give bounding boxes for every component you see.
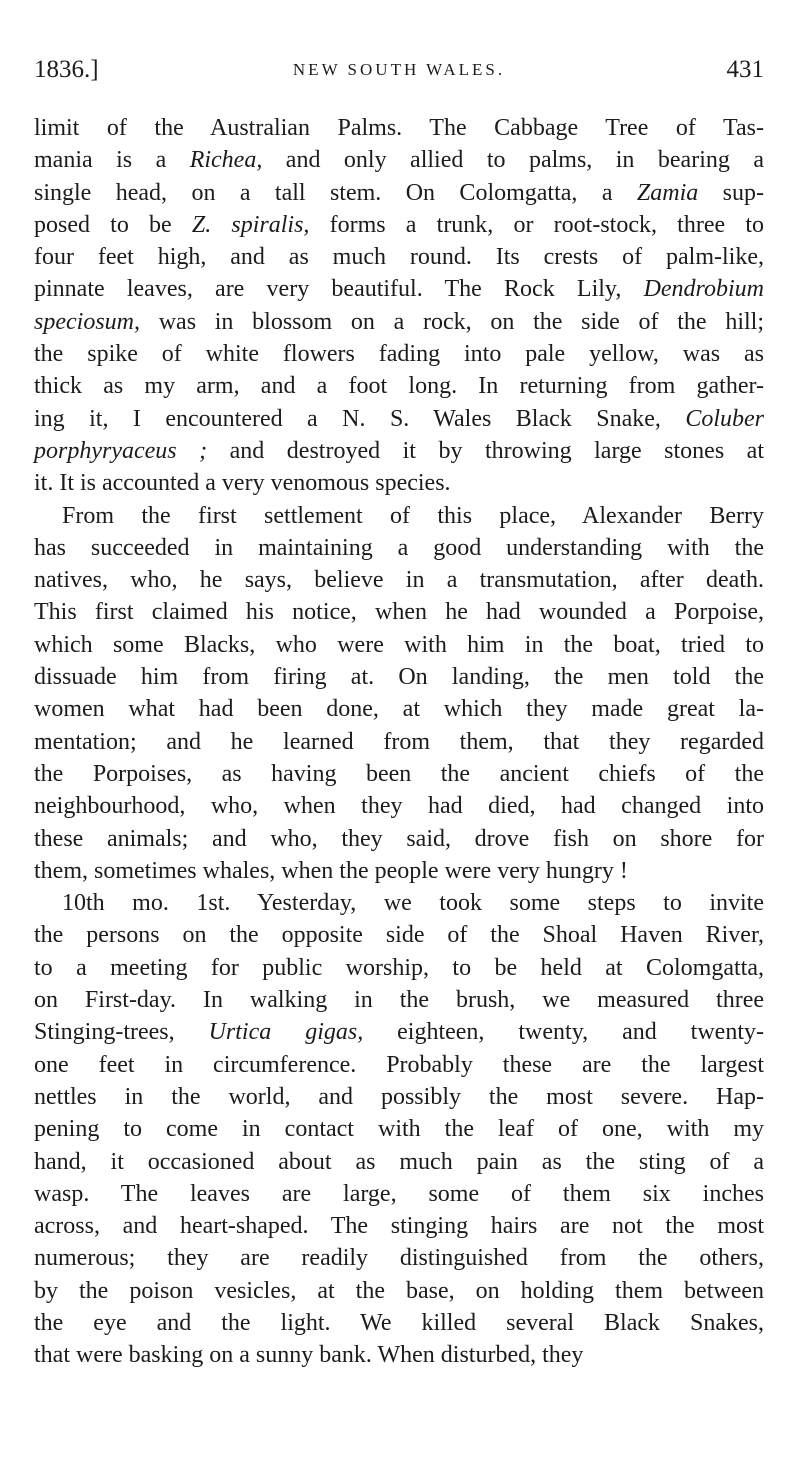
text-run: was in blossom on a rock, on the side of the hill; xyxy=(139,308,764,335)
text-run: single head, on a tall stem. On Colomgatta, a xyxy=(34,179,637,206)
text-run: pinnate leaves, are very beautiful. The Rock Lily, xyxy=(34,276,644,303)
text-run: across, and heart-shaped. The stinging hairs are not the most xyxy=(34,1213,764,1240)
text-line xyxy=(34,564,764,596)
text-line xyxy=(34,1307,764,1339)
text-run: which some Blacks, who were with him in the boat, tried to xyxy=(34,631,764,658)
text-line xyxy=(34,1113,764,1145)
text-line xyxy=(34,532,764,564)
text-run: thick as my arm, and a foot long. In returning from gather- xyxy=(34,373,764,400)
text-run: hand, it occasioned about as much pain as the sting of a xyxy=(34,1148,764,1175)
text-line xyxy=(34,467,764,499)
text-line xyxy=(34,1178,764,1210)
italic-term: porphyryaceus ; xyxy=(34,437,208,464)
text-line xyxy=(34,758,764,790)
text-run: by the poison vesicles, at the base, on holding them between xyxy=(34,1277,764,1304)
text-line xyxy=(34,629,764,661)
body-text xyxy=(34,112,764,1372)
text-line xyxy=(34,1081,764,1113)
text-line xyxy=(34,338,764,370)
text-line xyxy=(34,823,764,855)
text-run: limit of the Australian Palms. The Cabbage Tree of Tas- xyxy=(34,115,764,141)
text-run: and only allied to palms, in bearing a xyxy=(262,147,764,174)
page-number: 431 xyxy=(726,56,764,83)
text-line xyxy=(34,500,764,532)
text-run: mania is a xyxy=(34,147,190,174)
text-run: forms a trunk, or root-stock, three to xyxy=(309,211,764,238)
text-run: dissuade him from firing at. On landing, the men told the xyxy=(34,664,764,691)
running-header xyxy=(34,56,764,92)
text-line xyxy=(34,661,764,693)
text-line xyxy=(34,177,764,209)
text-run: numerous; they are readily distinguished from the others, xyxy=(34,1245,764,1272)
text-run: the spike of white flowers fading into pale yellow, was as xyxy=(34,341,764,368)
header-title: NEW SOUTH WALES. xyxy=(292,60,506,79)
paragraph xyxy=(34,500,764,888)
text-line xyxy=(34,1242,764,1274)
text-line xyxy=(34,693,764,725)
text-run: that were basking on a sunny bank. When disturbed, they xyxy=(34,1342,584,1369)
text-line xyxy=(34,790,764,822)
text-run: one feet in circumference. Probably these are the largest xyxy=(34,1051,764,1078)
text-run: posed to be xyxy=(34,211,192,238)
text-line xyxy=(34,209,764,241)
text-run: them, sometimes whales, when the people were very hungry ! xyxy=(34,857,628,884)
text-run: natives, who, he says, believe in a transmutation, after death. xyxy=(34,567,764,594)
text-run: wasp. The leaves are large, some of them six inches xyxy=(34,1180,764,1207)
paragraph xyxy=(34,887,764,1371)
italic-term: Z. spiralis, xyxy=(191,211,310,238)
text-line xyxy=(34,144,764,176)
italic-term: Zamia xyxy=(636,179,699,206)
book-page xyxy=(34,56,764,1372)
text-line xyxy=(34,887,764,919)
text-line xyxy=(34,952,764,984)
text-run: on First-day. In walking in the brush, we measured three xyxy=(34,987,764,1014)
text-run: women what had been done, at which they made great la- xyxy=(34,696,764,723)
text-line xyxy=(34,112,764,144)
text-run: 10th mo. 1st. Yesterday, we took some steps to invite xyxy=(62,890,764,917)
text-run: the Porpoises, as having been the ancient chiefs of the xyxy=(34,760,764,787)
text-line xyxy=(34,1049,764,1081)
text-line xyxy=(34,273,764,305)
text-run: to a meeting for public worship, to be held at Colomgatta, xyxy=(34,954,764,981)
text-run: the eye and the light. We killed several Black Snakes, xyxy=(34,1309,764,1336)
text-run: This first claimed his notice, when he had wounded a Porpoise, xyxy=(34,599,764,626)
text-run: sup- xyxy=(698,179,764,206)
italic-term: Dendrobium xyxy=(643,276,764,303)
text-line xyxy=(34,403,764,435)
text-run: nettles in the world, and possibly the most severe. Hap- xyxy=(34,1083,764,1110)
text-run: Stinging-trees, xyxy=(34,1019,209,1046)
text-run: it. It is accounted a very venomous species. xyxy=(34,470,451,497)
italic-term: speciosum, xyxy=(34,308,140,335)
text-line xyxy=(34,1275,764,1307)
text-line xyxy=(34,1016,764,1048)
text-line xyxy=(34,435,764,467)
italic-term: Urtica gigas, xyxy=(208,1019,364,1046)
text-run: the persons on the opposite side of the Shoal Haven River, xyxy=(34,922,764,949)
text-line xyxy=(34,1146,764,1178)
text-run: pening to come in contact with the leaf of one, with my xyxy=(34,1116,764,1143)
text-line xyxy=(34,1339,764,1371)
text-line xyxy=(34,919,764,951)
text-line xyxy=(34,984,764,1016)
paragraph xyxy=(34,112,764,500)
text-run: ing it, I encountered a N. S. Wales Black Snake, xyxy=(34,405,686,432)
text-run: mentation; and he learned from them, that they regarded xyxy=(34,728,764,755)
text-run: these animals; and who, they said, drove fish on shore for xyxy=(34,825,764,852)
text-run: has succeeded in maintaining a good understanding with the xyxy=(34,534,764,561)
text-line xyxy=(34,596,764,628)
text-run: From the first settlement of this place, Alexander Berry xyxy=(62,502,764,529)
text-line xyxy=(34,726,764,758)
text-line xyxy=(34,306,764,338)
text-run: four feet high, and as much round. Its crests of palm-like, xyxy=(34,244,764,271)
text-line xyxy=(34,370,764,402)
text-run: eighteen, twenty, and twenty- xyxy=(363,1019,764,1046)
italic-term: Coluber xyxy=(685,405,764,432)
text-line xyxy=(34,1210,764,1242)
text-run: and destroyed it by throwing large stones at xyxy=(207,437,765,464)
text-line xyxy=(34,241,764,273)
text-run: neighbourhood, who, when they had died, had changed into xyxy=(34,793,764,820)
text-line xyxy=(34,855,764,887)
header-year: 1836.] xyxy=(34,56,99,83)
italic-term: Richea, xyxy=(189,147,263,174)
